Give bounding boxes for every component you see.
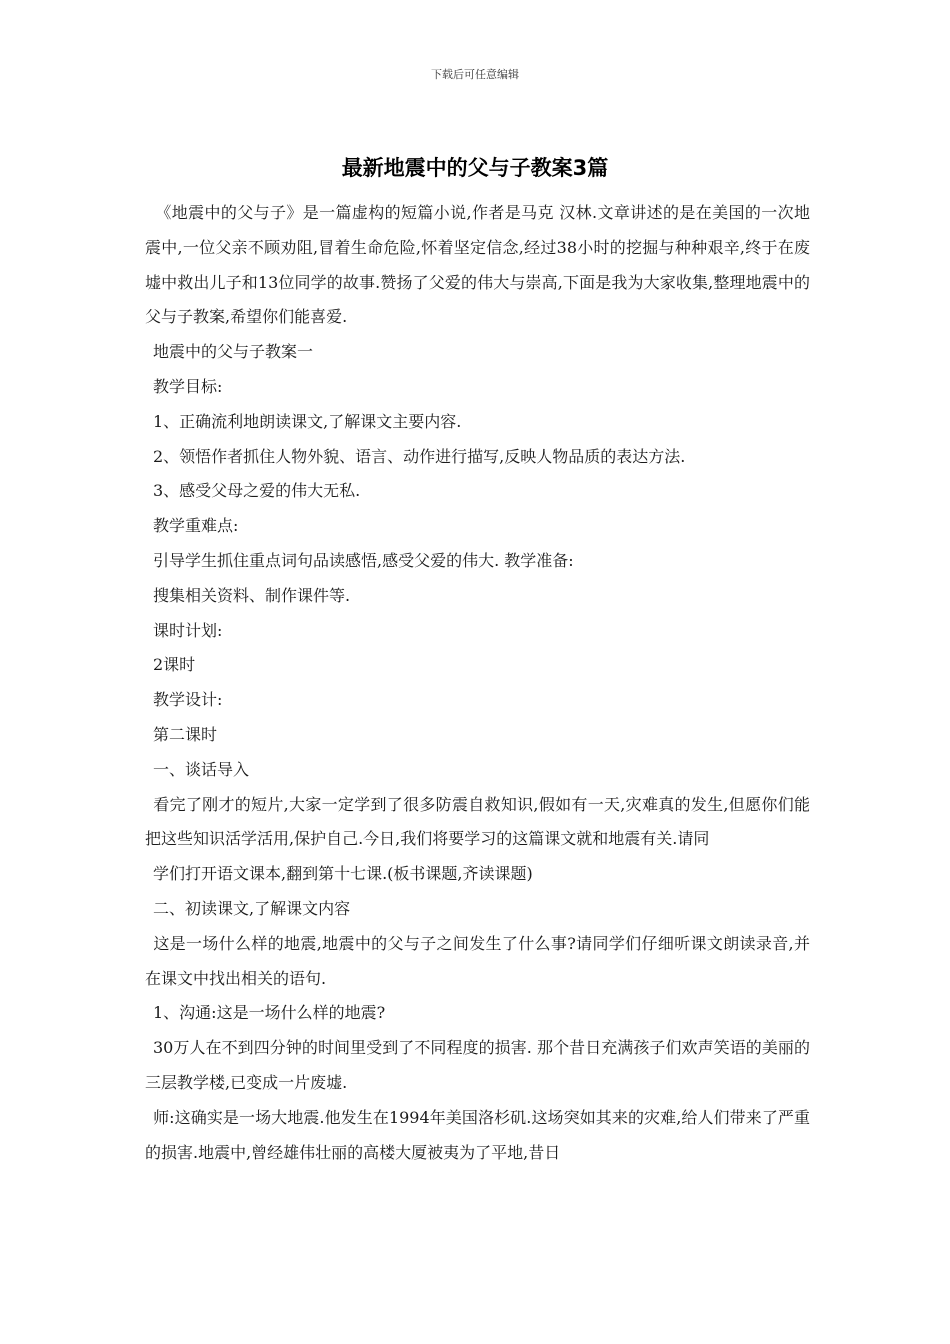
document-body	[145, 196, 810, 1170]
goal-item-2: 2、领悟作者抓住人物外貌、语言、动作进行描写,反映人物品质的表达方法.	[153, 446, 686, 466]
download-note: 下载后可任意编辑	[431, 68, 519, 81]
document-title: 最新地震中的父与子教案3篇	[341, 156, 609, 180]
question-1: 1、沟通:这是一场什么样的地震?	[153, 1003, 386, 1023]
preparation-text: 搜集相关资料、制作课件等.	[153, 585, 351, 605]
step-one-heading: 一、谈话导入	[153, 759, 250, 779]
key-points-text: 引导学生抓住重点词句品读感悟,感受父爱的伟大. 教学准备:	[153, 550, 574, 570]
intro-talk-paragraph: 看完了刚才的短片,大家一定学到了很多防震自救知识,假如有一天,灾难真的发生,但愿你们能把这些知识活学活用,保护自己.今日,我们将要学习的这篇课文就和地震有关.请同	[145, 794, 810, 849]
reading-instruction-paragraph: 这是一场什么样的地震,地震中的父与子之间发生了什么事?请同学们仔细听课文朗读录音,并在课文中找出相关的语句.	[145, 933, 810, 988]
key-points-label: 教学重难点:	[153, 516, 239, 536]
damage-paragraph: 30万人在不到四分钟的时间里受到了不同程度的损害. 那个昔日充满孩子们欢声笑语的美丽的三层教学楼,已变成一片废墟.	[145, 1038, 810, 1092]
schedule-label: 课时计划:	[153, 620, 223, 640]
goal-item-1: 1、正确流利地朗读课文,了解课文主要内容.	[153, 411, 462, 431]
open-textbook-line: 学们打开语文课本,翻到第十七课.(板书课题,齐读课题)	[153, 864, 533, 884]
lesson-label: 第二课时	[153, 724, 218, 744]
section-heading-plan-one: 地震中的父与子教案一	[153, 342, 314, 362]
teacher-paragraph: 师:这确实是一场大地震.他发生在1994年美国洛杉矶.这场突如其来的灾难,给人们带来了严重的损害.地震中,曾经雄伟壮丽的高楼大厦被夷为了平地,昔日	[145, 1107, 810, 1162]
design-label: 教学设计:	[153, 690, 223, 710]
teaching-goals-label: 教学目标:	[153, 376, 223, 396]
goal-item-3: 3、感受父母之爱的伟大无私.	[153, 481, 361, 501]
intro-paragraph: 《地震中的父与子》是一篇虚构的短篇小说,作者是马克 汉林.文章讲述的是在美国的一次地震中,一位父亲不顾劝阻,冒着生命危险,怀着坚定信念,经过38小时的挖掘与种种艰辛,终于在废墟中救出儿子和13位同学的故事.赞扬了父爱的伟大与崇高,下面是我为大家收集,整理地震中的父与子教案,希望你们能喜爱.	[145, 203, 810, 327]
step-two-heading: 二、初读课文,了解课文内容	[153, 898, 351, 918]
schedule-value: 2课时	[153, 655, 196, 675]
